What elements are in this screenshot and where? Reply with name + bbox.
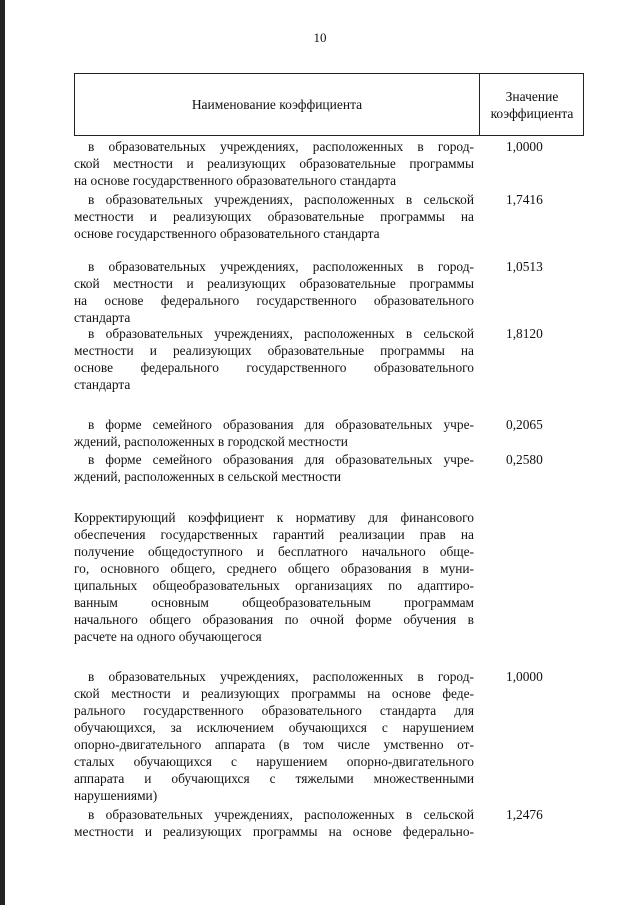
header-value-line-2: коэффициента: [490, 105, 574, 121]
description-line: аппарата и обучающихся с тяжелыми множественными: [74, 771, 474, 786]
coefficient-description: [74, 451, 474, 485]
coefficient-description: [74, 191, 474, 242]
coefficient-value: 1,7416: [506, 192, 543, 207]
coefficient-row: [74, 668, 584, 804]
coefficient-description: [74, 806, 474, 840]
coefficient-row: [74, 451, 584, 485]
description-line: местности и реализующих образовательные программы на: [74, 209, 474, 224]
description-line: обучающихся, за исключением обучающихся с нарушением: [74, 720, 474, 735]
coefficient-description: [74, 668, 474, 804]
header-coefficient-value: [479, 74, 584, 135]
description-line: стандарта: [74, 310, 131, 325]
coefficient-value: 1,0513: [506, 259, 543, 274]
coefficient-description: [74, 138, 474, 189]
table-header: [74, 73, 584, 136]
description-line: на основе федерального государственного образовательного: [74, 293, 474, 308]
coefficient-description: [74, 509, 474, 645]
description-line: основе государственного образовательного стандарта: [74, 226, 380, 241]
description-line: в образовательных учреждениях, расположенных в сельской: [88, 192, 474, 207]
description-line: в форме семейного образования для образовательных учре-: [88, 417, 474, 432]
description-line: Корректирующий коэффициент к нормативу для финансового: [74, 510, 474, 525]
description-line: ждений, расположенных в городской местности: [74, 434, 348, 449]
description-line: стандарта: [74, 377, 131, 392]
coefficient-value: 0,2580: [506, 452, 543, 467]
description-line: ванным основным общеобразовательным программам: [74, 595, 474, 610]
description-line: расчете на одного обучающегося: [74, 629, 262, 644]
coefficient-value: 1,0000: [506, 669, 543, 684]
description-line: опорно-двигательного аппарата (в том числе умственно от-: [74, 737, 474, 752]
description-line: ской местности и реализующих образовательные программы: [74, 276, 474, 291]
coefficient-description: [74, 416, 474, 450]
coefficient-section-heading: [74, 509, 584, 645]
description-line: получение общедоступного и бесплатного начального обще-: [74, 544, 474, 559]
description-line: в образовательных учреждениях, расположенных в город-: [88, 669, 474, 684]
description-line: ской местности и реализующих программы на основе феде-: [74, 686, 474, 701]
coefficient-row: [74, 138, 584, 189]
coefficient-row: [74, 325, 584, 393]
description-line: на основе государственного образовательного стандарта: [74, 173, 397, 188]
description-line: ципальных общеобразовательных организациях по адаптиро-: [74, 578, 474, 593]
coefficient-row: [74, 806, 584, 840]
coefficient-row: [74, 191, 584, 242]
coefficient-value: 1,8120: [506, 326, 543, 341]
description-line: в форме семейного образования для образовательных учре-: [88, 452, 474, 467]
description-line: ской местности и реализующих образовательные программы: [74, 156, 474, 171]
coefficient-description: [74, 258, 474, 326]
description-line: ждений, расположенных в сельской местности: [74, 469, 342, 484]
coefficient-row: [74, 416, 584, 450]
description-line: обеспечения государственных гарантий реализации прав на: [74, 527, 474, 542]
description-line: местности и реализующих программы на основе федерально-: [74, 824, 474, 839]
coefficient-row: [74, 258, 584, 326]
page-left-edge: [0, 0, 5, 905]
header-coefficient-name: Наименование коэффициента: [191, 96, 363, 112]
description-line: в образовательных учреждениях, расположенных в город-: [88, 139, 474, 154]
header-value-line-1: Значение: [505, 88, 559, 104]
description-line: нарушениями): [74, 788, 158, 803]
coefficient-description: [74, 325, 474, 393]
description-line: основе федерального государственного образовательного: [74, 360, 474, 375]
coefficient-value: 1,2476: [506, 807, 543, 822]
coefficient-value: 1,0000: [506, 139, 543, 154]
description-line: сталых обучающихся с нарушением опорно-двигательного: [74, 754, 474, 769]
description-line: в образовательных учреждениях, расположенных в сельской: [88, 326, 474, 341]
description-line: го, основного общего, среднего общего образования в муни-: [74, 561, 474, 576]
description-line: рального государственного образовательного стандарта для: [74, 703, 474, 718]
description-line: начального общего образования по очной форме обучения в: [74, 612, 474, 627]
coefficient-value: 0,2065: [506, 417, 543, 432]
description-line: местности и реализующих образовательные программы на: [74, 343, 474, 358]
description-line: в образовательных учреждениях, расположенных в сельской: [88, 807, 474, 822]
description-line: в образовательных учреждениях, расположенных в город-: [88, 259, 474, 274]
page-number: 10: [313, 30, 327, 45]
